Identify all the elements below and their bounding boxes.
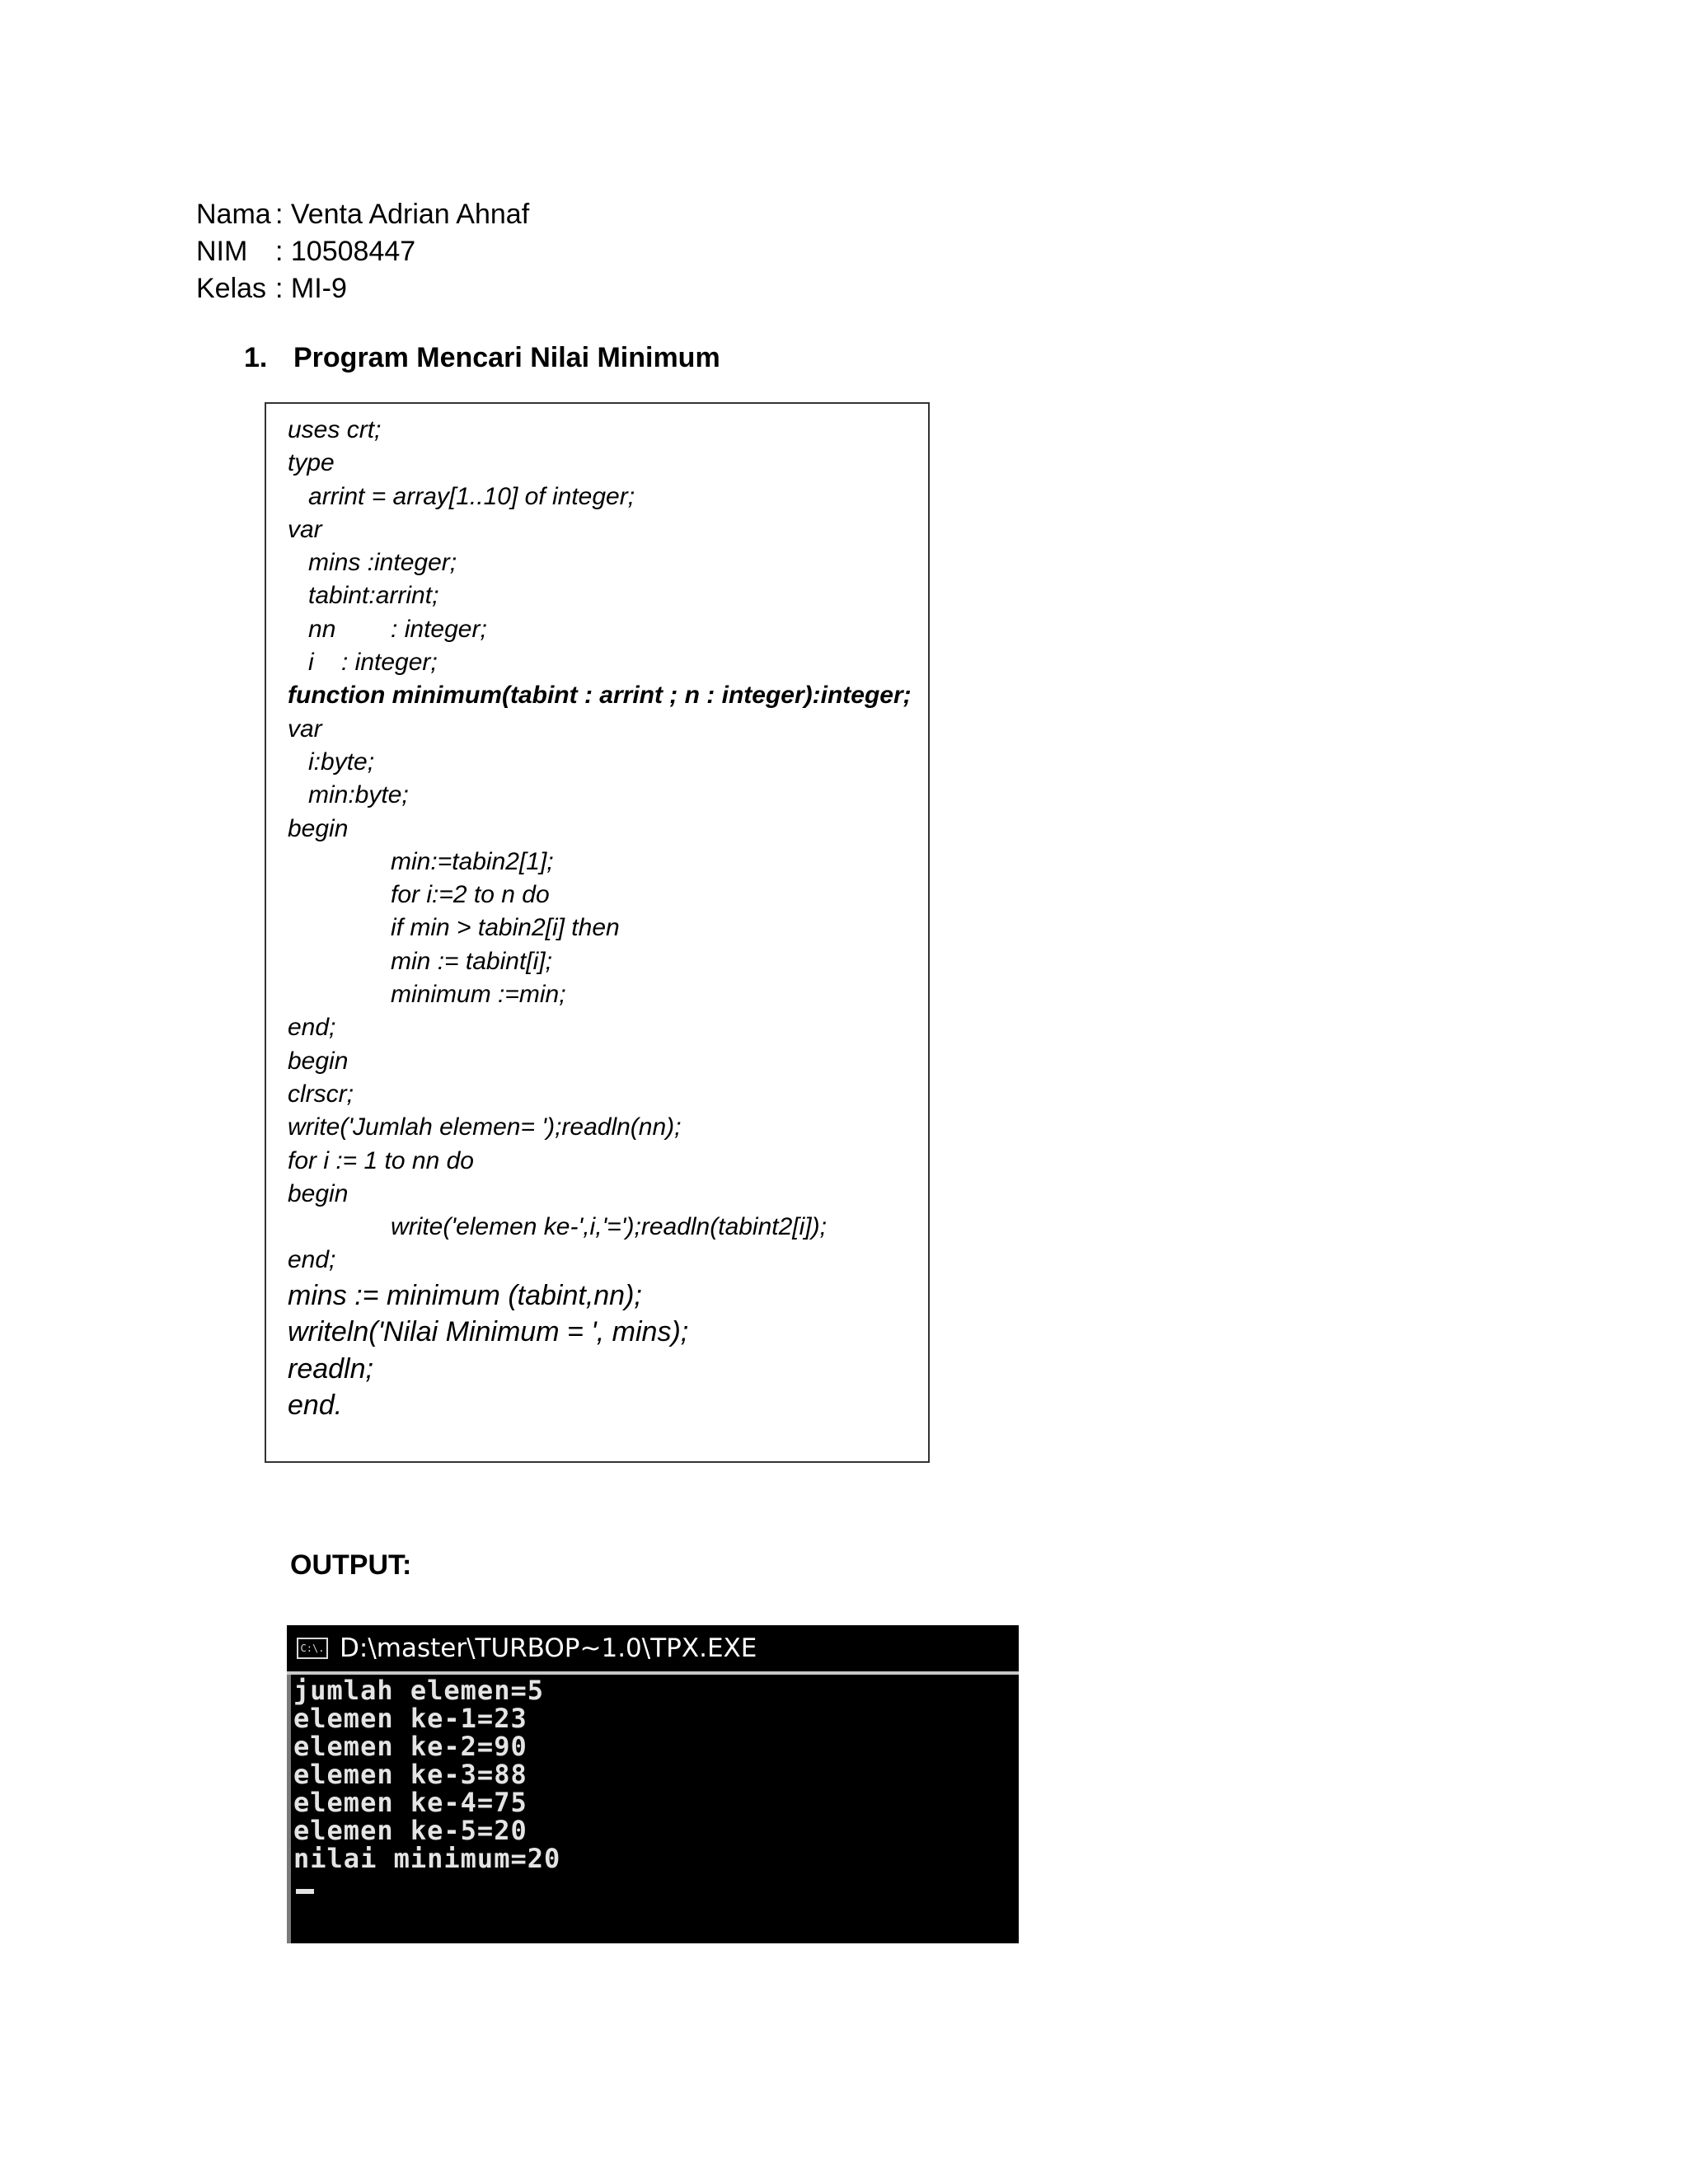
code-line: i:byte;	[288, 748, 375, 776]
code-line: var	[288, 715, 322, 743]
code-line: min := tabint[i];	[288, 947, 552, 975]
output-label: OUTPUT:	[290, 1549, 412, 1581]
console-output	[287, 1675, 1019, 1943]
code-line: min:=tabin2[1];	[288, 847, 554, 875]
code-line: begin	[288, 1179, 349, 1207]
console-app-icon: C:\.	[297, 1638, 328, 1659]
console-line: elemen ke-1=23	[293, 1703, 528, 1734]
console-titlebar	[287, 1625, 1019, 1675]
console-line: elemen ke-2=90	[293, 1731, 528, 1762]
console-line: nilai minimum=20	[293, 1843, 561, 1874]
code-line: write('Jumlah elemen= ');readln(nn);	[288, 1113, 682, 1141]
code-listing	[265, 402, 930, 1463]
info-label: Kelas	[196, 273, 267, 304]
console-line: elemen ke-3=88	[293, 1759, 528, 1790]
code-line: uses crt;	[288, 416, 382, 443]
code-line: nn : integer;	[288, 615, 487, 643]
code-line: readln;	[288, 1352, 373, 1385]
code-line: write('elemen ke-',i,'=');readln(tabint2[i]);	[288, 1213, 827, 1241]
code-line-function-signature: function minimum(tabint : arrint ; n : integer):integer;	[288, 682, 912, 710]
code-line: clrscr;	[288, 1080, 354, 1108]
code-line: mins :integer;	[288, 549, 457, 577]
info-row-nama	[196, 196, 529, 233]
code-line: var	[288, 515, 322, 543]
info-row-kelas	[196, 270, 529, 307]
code-line: tabint:arrint;	[288, 582, 439, 610]
section-number: 1.	[244, 342, 268, 373]
console-cursor	[296, 1889, 314, 1894]
console-window-screenshot	[287, 1625, 1019, 1943]
code-line: for i:=2 to n do	[288, 881, 550, 909]
code-line: begin	[288, 1047, 349, 1075]
code-line: type	[288, 449, 335, 477]
info-label: Nama	[196, 199, 271, 230]
info-row-nim	[196, 233, 529, 270]
info-value: : Venta Adrian Ahnaf	[275, 199, 530, 230]
code-line: end;	[288, 1014, 336, 1042]
code-line: i : integer;	[288, 649, 438, 677]
code-line: minimum :=min;	[288, 981, 566, 1009]
code-line: for i := 1 to nn do	[288, 1146, 474, 1174]
section-heading	[244, 342, 720, 374]
info-value: : 10508447	[275, 236, 416, 267]
section-title: Program Mencari Nilai Minimum	[293, 342, 720, 373]
info-value: : MI-9	[275, 273, 347, 304]
code-line: mins := minimum (tabint,nn);	[288, 1279, 642, 1311]
code-line: writeln('Nilai Minimum = ', mins);	[288, 1316, 689, 1348]
code-line: min:byte;	[288, 781, 409, 809]
console-line: elemen ke-5=20	[293, 1815, 528, 1846]
code-line: end;	[288, 1246, 336, 1274]
code-line: arrint = array[1..10] of integer;	[288, 482, 635, 510]
code-line: if min > tabin2[i] then	[288, 914, 620, 942]
code-line: begin	[288, 814, 349, 842]
console-line: jumlah elemen=5	[293, 1675, 544, 1706]
info-label: NIM	[196, 236, 248, 267]
console-title: D:\master\TURBOP~1.0\TPX.EXE	[340, 1633, 757, 1663]
student-info	[196, 196, 529, 307]
code-line: end.	[288, 1390, 343, 1422]
console-line: elemen ke-4=75	[293, 1787, 528, 1818]
